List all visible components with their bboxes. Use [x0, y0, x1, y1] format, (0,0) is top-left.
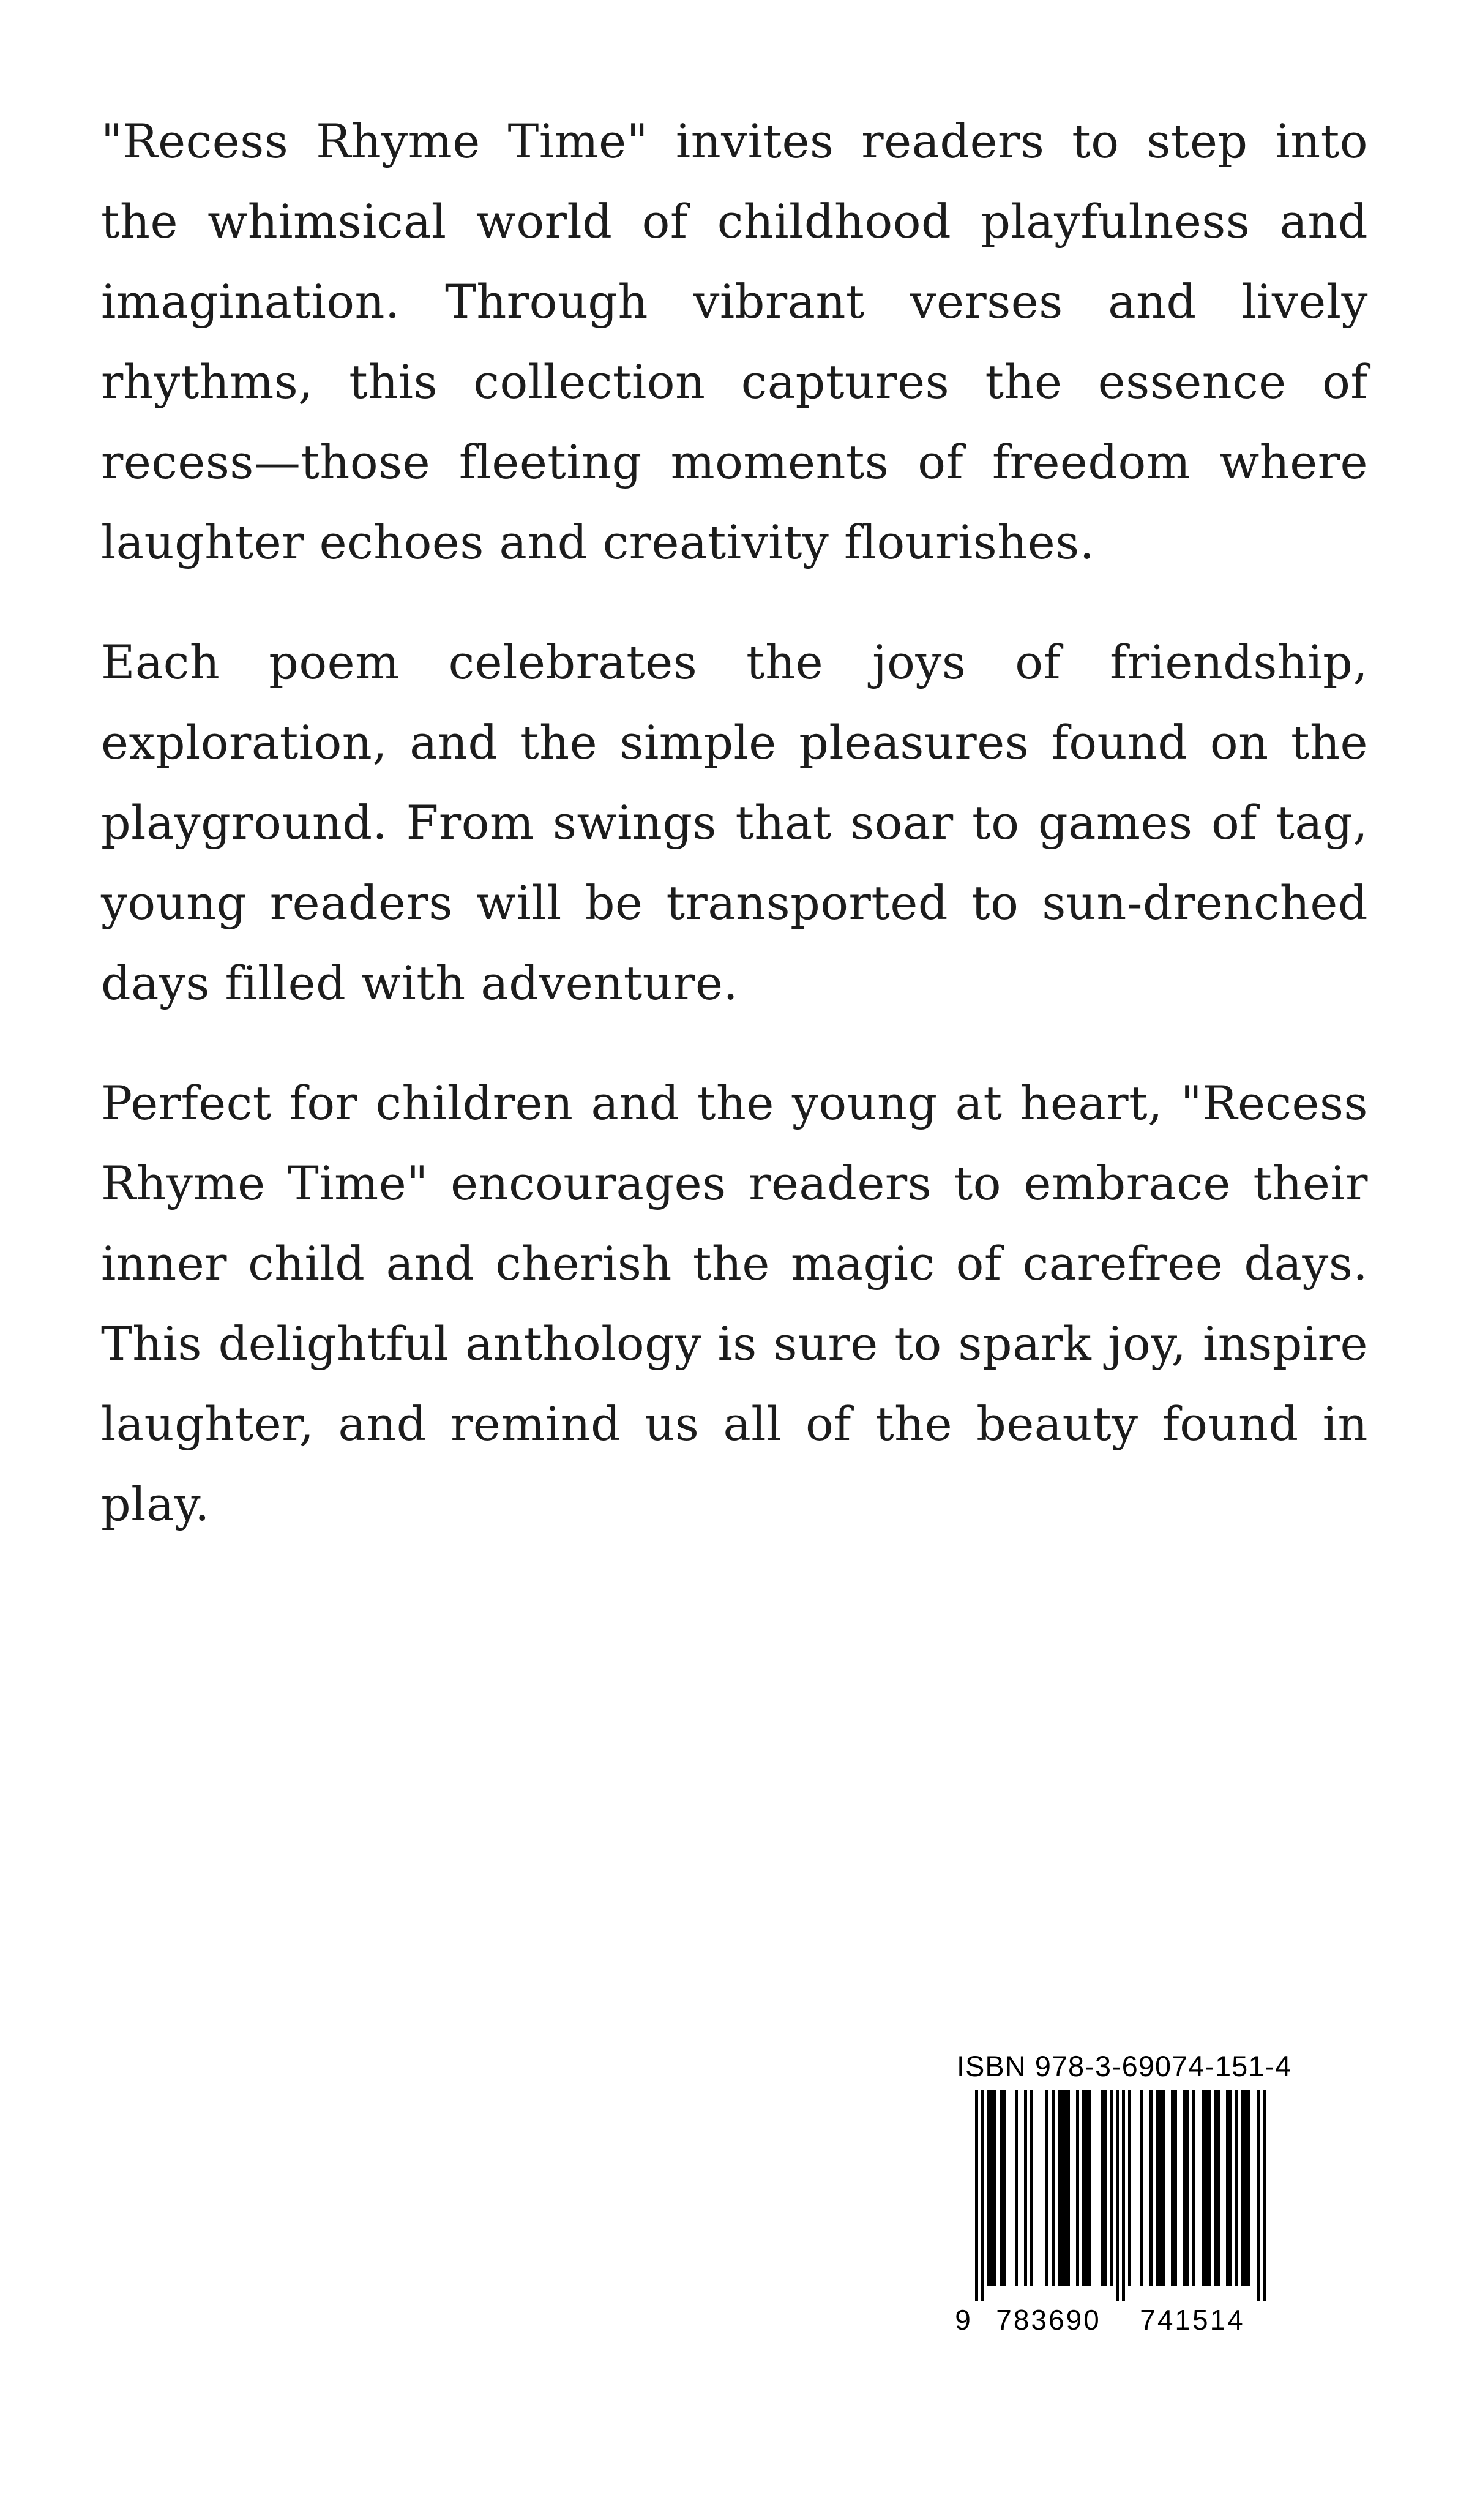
barcode-bar: [1192, 2090, 1195, 2286]
barcode-bar: [1045, 2090, 1048, 2286]
barcode-bar: [1208, 2090, 1211, 2286]
barcode-bar: [1247, 2090, 1250, 2286]
barcode-guard-bar: [1263, 2090, 1266, 2301]
barcode-bars: [975, 2090, 1266, 2301]
barcode-bar: [1067, 2090, 1070, 2286]
barcode-bar: [1088, 2090, 1091, 2286]
barcode-bar: [1015, 2090, 1018, 2286]
barcode-guard-bar: [1257, 2090, 1260, 2301]
barcode-bar: [1183, 2090, 1186, 2286]
barcode-bar: [1244, 2090, 1247, 2286]
barcode-bar: [1162, 2090, 1165, 2286]
barcode-digits-left-group: 783690: [996, 2304, 1101, 2334]
blurb-paragraph-1: "Recess Rhyme Time" invites readers to step into the whimsical world of childhood playfulness and imagination. Through vibrant verses and lively rhythms, this collection captures the essence of recess—those fleeting moments of freedom where laughter echoes and creativity flourishes.: [101, 114, 1368, 569]
barcode-bar: [1101, 2090, 1104, 2286]
barcode-bar: [1104, 2090, 1107, 2286]
barcode-bar: [1061, 2090, 1064, 2286]
barcode-bar: [1217, 2090, 1220, 2286]
barcode-bar: [1024, 2090, 1027, 2286]
barcode-digit-first: 9: [955, 2304, 971, 2334]
barcode-guard-bar: [1122, 2090, 1125, 2301]
barcode-bar: [1159, 2090, 1162, 2286]
barcode-bar: [1156, 2090, 1159, 2286]
barcode-bar: [1214, 2090, 1217, 2286]
barcode-bar: [1003, 2090, 1006, 2286]
ean13-barcode: [951, 2090, 1293, 2334]
barcode-bar: [1171, 2090, 1174, 2286]
barcode-bar: [1085, 2090, 1088, 2286]
barcode-bar: [1226, 2090, 1229, 2286]
barcode-bar: [1186, 2090, 1189, 2286]
barcode-bar: [1110, 2090, 1113, 2286]
barcode-bar: [1030, 2090, 1033, 2286]
isbn-barcode-block: [951, 2048, 1293, 2339]
barcode-bar: [1174, 2090, 1177, 2286]
barcode-digits-right-group: 741514: [1140, 2304, 1245, 2334]
barcode-bar: [1235, 2090, 1238, 2286]
barcode-bar: [1058, 2090, 1061, 2286]
barcode-bar: [1082, 2090, 1085, 2286]
barcode-bar: [1000, 2090, 1003, 2286]
back-cover-blurb: [101, 101, 1368, 1584]
barcode-bar: [1202, 2090, 1205, 2286]
isbn-label: ISBN 978-3-69074-151-4: [957, 2050, 1292, 2082]
barcode-bar: [1140, 2090, 1143, 2286]
barcode-bar: [1064, 2090, 1067, 2286]
barcode-bar: [990, 2090, 993, 2286]
barcode-bar: [1052, 2090, 1055, 2286]
blurb-paragraph-2: Each poem celebrates the joys of friendship, exploration, and the simple pleasures found on the playground. From swings that soar to games of tag, young readers will be transported to sun-drenched days filled with adventure.: [101, 635, 1368, 1010]
barcode-guard-bar: [975, 2090, 978, 2301]
barcode-bar: [993, 2090, 996, 2286]
barcode-bar: [1241, 2090, 1244, 2286]
barcode-guard-bar: [1116, 2090, 1119, 2301]
blurb-paragraph-3: Perfect for children and the young at heart, "Recess Rhyme Time" encourages readers to embrace their inner child and cherish the magic of carefree days. This delightful anthology is sure to spark joy, inspire laughter, and remind us all of the beauty found in play.: [101, 1076, 1368, 1531]
barcode-bar: [1229, 2090, 1232, 2286]
barcode-bar: [1149, 2090, 1153, 2286]
barcode-bar: [1205, 2090, 1208, 2286]
barcode-bar: [1076, 2090, 1079, 2286]
barcode-bar: [1128, 2090, 1131, 2286]
barcode-guard-bar: [981, 2090, 984, 2301]
barcode-bar: [987, 2090, 990, 2286]
